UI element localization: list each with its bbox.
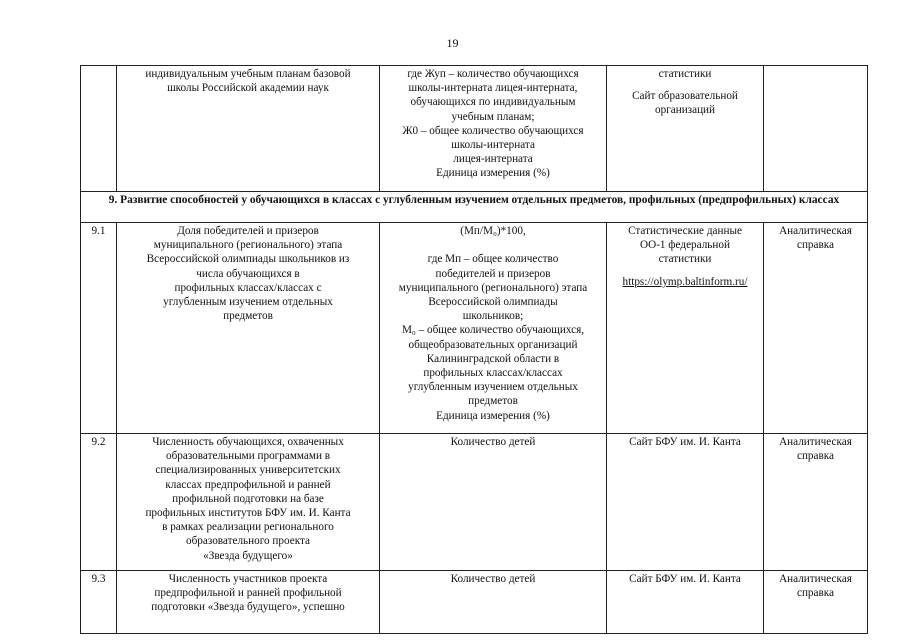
row-number-cell: 9.2 [81,434,117,571]
table-row [81,223,868,434]
table-row-continuation [81,66,868,192]
formula-cell: Количество детей [380,571,607,634]
formula-cell: (Мп/М₀)*100, где Мп – общее количество победителей и призеров муниципального (регионального) этапа Всероссийской олимпиады школьников; М₀ – общее количество обучающихся, общеобразовательных организаций Калининградской области в профильных классах/классах углубленным изучением отдельных предметов Единица измерения (%) [380,223,607,434]
source-cell: Сайт БФУ им. И. Канта [607,571,764,634]
formula-cell: Количество детей [380,434,607,571]
section-header-row [81,192,868,223]
document-cell: Аналитическая справка [764,223,868,434]
row-number-cell: 9.3 [81,571,117,634]
document-cell: Аналитическая справка [764,434,868,571]
document-cell [764,66,868,192]
document-cell: Аналитическая справка [764,571,868,634]
source-text: Статистические данные ОО-1 федеральной статистики [628,225,742,266]
indicator-table [80,65,868,634]
indicator-name-cell: Численность обучающихся, охваченных образовательными программами в специализированных университетских классах предпрофильной и ранней профильной подготовки на базе профильных институтов БФУ им. И. Канта в рамках реализации регионального образовательного проекта «Звезда будущего» [117,434,380,571]
table-row [81,571,868,634]
page-number: 19 [446,36,459,50]
indicator-name-cell: индивидуальным учебным планам базовой школы Российской академии наук [117,66,380,192]
row-number-cell: 9.1 [81,223,117,434]
source-url-link[interactable]: https://olymp.baltinform.ru/ [622,275,748,288]
formula-cell: где Жуп – количество обучающихся школы-интерната лицея-интерната, обучающихся по индивидуальным учебным планам; Ж0 – общее количество обучающихся школы-интерната лицея-интерната Единица измерения (%) [380,66,607,192]
source-text: статистики [658,68,712,80]
indicator-name-cell: Численность участников проекта предпрофильной и ранней профильной подготовки «Звезда будущего», успешно [117,571,380,634]
source-text-2: Сайт образовательной организаций [632,90,738,117]
source-cell [607,223,764,434]
source-cell: Сайт БФУ им. И. Канта [607,434,764,571]
table-row [81,434,868,571]
section-title: 9. Развитие способностей у обучающихся в классах с углубленным изучением отдельных предметов, профильных (предпрофильных) классах [81,192,868,223]
indicator-name-cell: Доля победителей и призеров муниципального (регионального) этапа Всероссийской олимпиады школьников из числа обучающихся в профильных классах/классах с углубленным изучением отдельных предметов [117,223,380,434]
row-number-cell [81,66,117,192]
source-cell [607,66,764,192]
